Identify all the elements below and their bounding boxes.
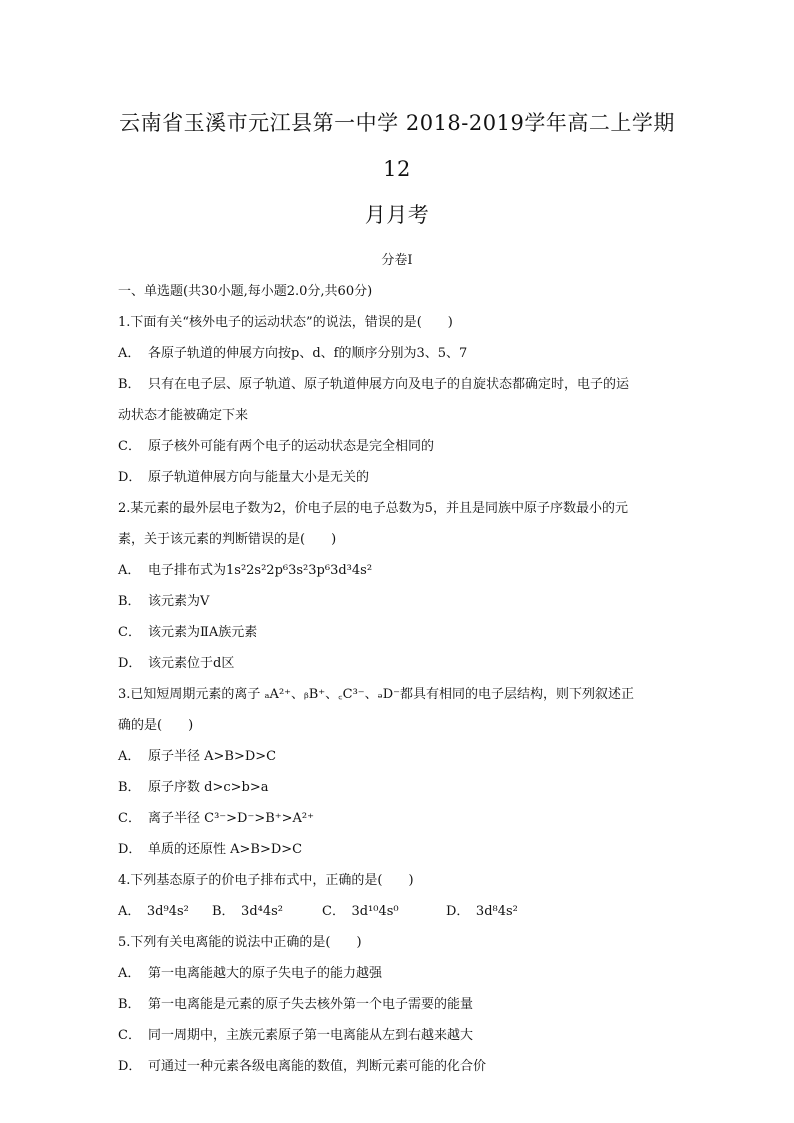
option-a[interactable] xyxy=(118,338,676,369)
option-text: 原子序数 d>c>b>a xyxy=(148,780,269,795)
option-letter: D． xyxy=(118,470,142,485)
option-text: 电子排布式为1s²2s²2p⁶3s²3p⁶3d³4s² xyxy=(148,563,373,578)
question-5 xyxy=(118,927,676,1082)
option-text: 第一电离能越大的原子失电子的能力越强 xyxy=(148,966,383,981)
option-text: 同一周期中，主族元素原子第一电离能从左到右越来越大 xyxy=(148,1028,474,1043)
option-text: 原子轨道伸展方向与能量大小是无关的 xyxy=(148,470,370,485)
option-letter: A． xyxy=(118,749,141,764)
question-2 xyxy=(118,493,676,679)
option-d[interactable] xyxy=(118,1051,676,1082)
option-c[interactable] xyxy=(118,1020,676,1051)
option-text: 原子半径 A>B>D>C xyxy=(148,749,277,764)
option-letter: B． xyxy=(118,377,141,392)
option-text: 第一电离能是元素的原子失去核外第一个电子需要的能量 xyxy=(148,997,474,1012)
option-d[interactable] xyxy=(118,648,676,679)
option-text: 该元素为ⅡA族元素 xyxy=(148,625,258,640)
option-letter: C． xyxy=(118,811,141,826)
question-3 xyxy=(118,679,676,865)
option-letter: A． xyxy=(118,346,141,361)
question-stem-continued: 确的是( ) xyxy=(118,718,194,733)
option-text: 该元素位于d区 xyxy=(148,656,235,671)
option-text: 可通过一种元素各级电离能的数值，判断元素可能的化合价 xyxy=(148,1059,487,1074)
option-b[interactable] xyxy=(118,772,676,803)
option-letter: B． xyxy=(118,594,141,609)
question-4 xyxy=(118,865,676,927)
option-d[interactable] xyxy=(118,462,676,493)
option-a[interactable] xyxy=(118,958,676,989)
exam-title-line2: 月月考 xyxy=(364,203,430,227)
option-text: 离子半径 C³⁻>D⁻>B⁺>A²⁺ xyxy=(148,811,314,826)
option-d[interactable] xyxy=(118,834,676,865)
option-letter: B． xyxy=(118,780,141,795)
option-c[interactable]: C． 3d¹⁰4s⁰ xyxy=(322,904,399,919)
option-b[interactable] xyxy=(118,586,676,617)
question-stem: 3.已知短周期元素的离子 ₐA²⁺、ᵦB⁺、꜀C³⁻、ₔD⁻都具有相同的电子层结构，则下列叙述正 xyxy=(118,687,634,702)
option-letter: C． xyxy=(118,625,141,640)
option-b[interactable]: B． 3d⁴4s² xyxy=(212,904,284,919)
option-c[interactable] xyxy=(118,803,676,834)
option-text: 各原子轨道的伸展方向按p、d、f的顺序分别为3、5、7 xyxy=(148,346,468,361)
option-letter: D． xyxy=(118,656,142,671)
option-letter: A． xyxy=(118,966,141,981)
option-a[interactable] xyxy=(118,741,676,772)
option-letter: C． xyxy=(118,439,141,454)
options-row xyxy=(118,896,676,927)
option-c[interactable] xyxy=(118,431,676,462)
option-letter: B． xyxy=(118,997,141,1012)
option-a[interactable] xyxy=(118,555,676,586)
option-text: 只有在电子层、原子轨道、原子轨道伸展方向及电子的自旋状态都确定时，电子的运 xyxy=(148,377,630,392)
question-stem-continued: 素，关于该元素的判断错误的是( ) xyxy=(118,532,337,547)
question-1 xyxy=(118,307,676,493)
question-stem: 4.下列基态原子的价电子排布式中，正确的是( ) xyxy=(118,873,414,888)
question-stem: 5.下列有关电离能的说法中正确的是( ) xyxy=(118,935,362,950)
option-d[interactable]: D． 3d⁸4s² xyxy=(446,904,518,919)
option-letter: D． xyxy=(118,1059,142,1074)
section-label: 分卷I xyxy=(381,253,413,268)
option-letter: C． xyxy=(118,1028,141,1043)
option-a[interactable]: A． 3d⁹4s² xyxy=(118,904,189,919)
question-stem: 1.下面有关“核外电子的运动状态”的说法，错误的是( ) xyxy=(118,315,453,330)
option-b[interactable] xyxy=(118,369,676,400)
option-text: 该元素为V xyxy=(148,594,210,609)
part-heading: 一、单选题(共30小题,每小题2.0分,共60分) xyxy=(118,284,373,299)
option-text: 原子核外可能有两个电子的运动状态是完全相同的 xyxy=(148,439,435,454)
option-letter: D． xyxy=(118,842,142,857)
exam-title-line1: 云南省玉溪市元江县第一中学 2018-2019学年高二上学期12 xyxy=(119,111,675,181)
option-b[interactable] xyxy=(118,989,676,1020)
option-text: 单质的还原性 A>B>D>C xyxy=(148,842,303,857)
question-stem: 2.某元素的最外层电子数为2，价电子层的电子总数为5，并且是同族中原子序数最小的元 xyxy=(118,501,628,516)
option-letter: A． xyxy=(118,563,141,578)
option-b-continued: 动状态才能被确定下来 xyxy=(118,408,249,423)
option-c[interactable] xyxy=(118,617,676,648)
